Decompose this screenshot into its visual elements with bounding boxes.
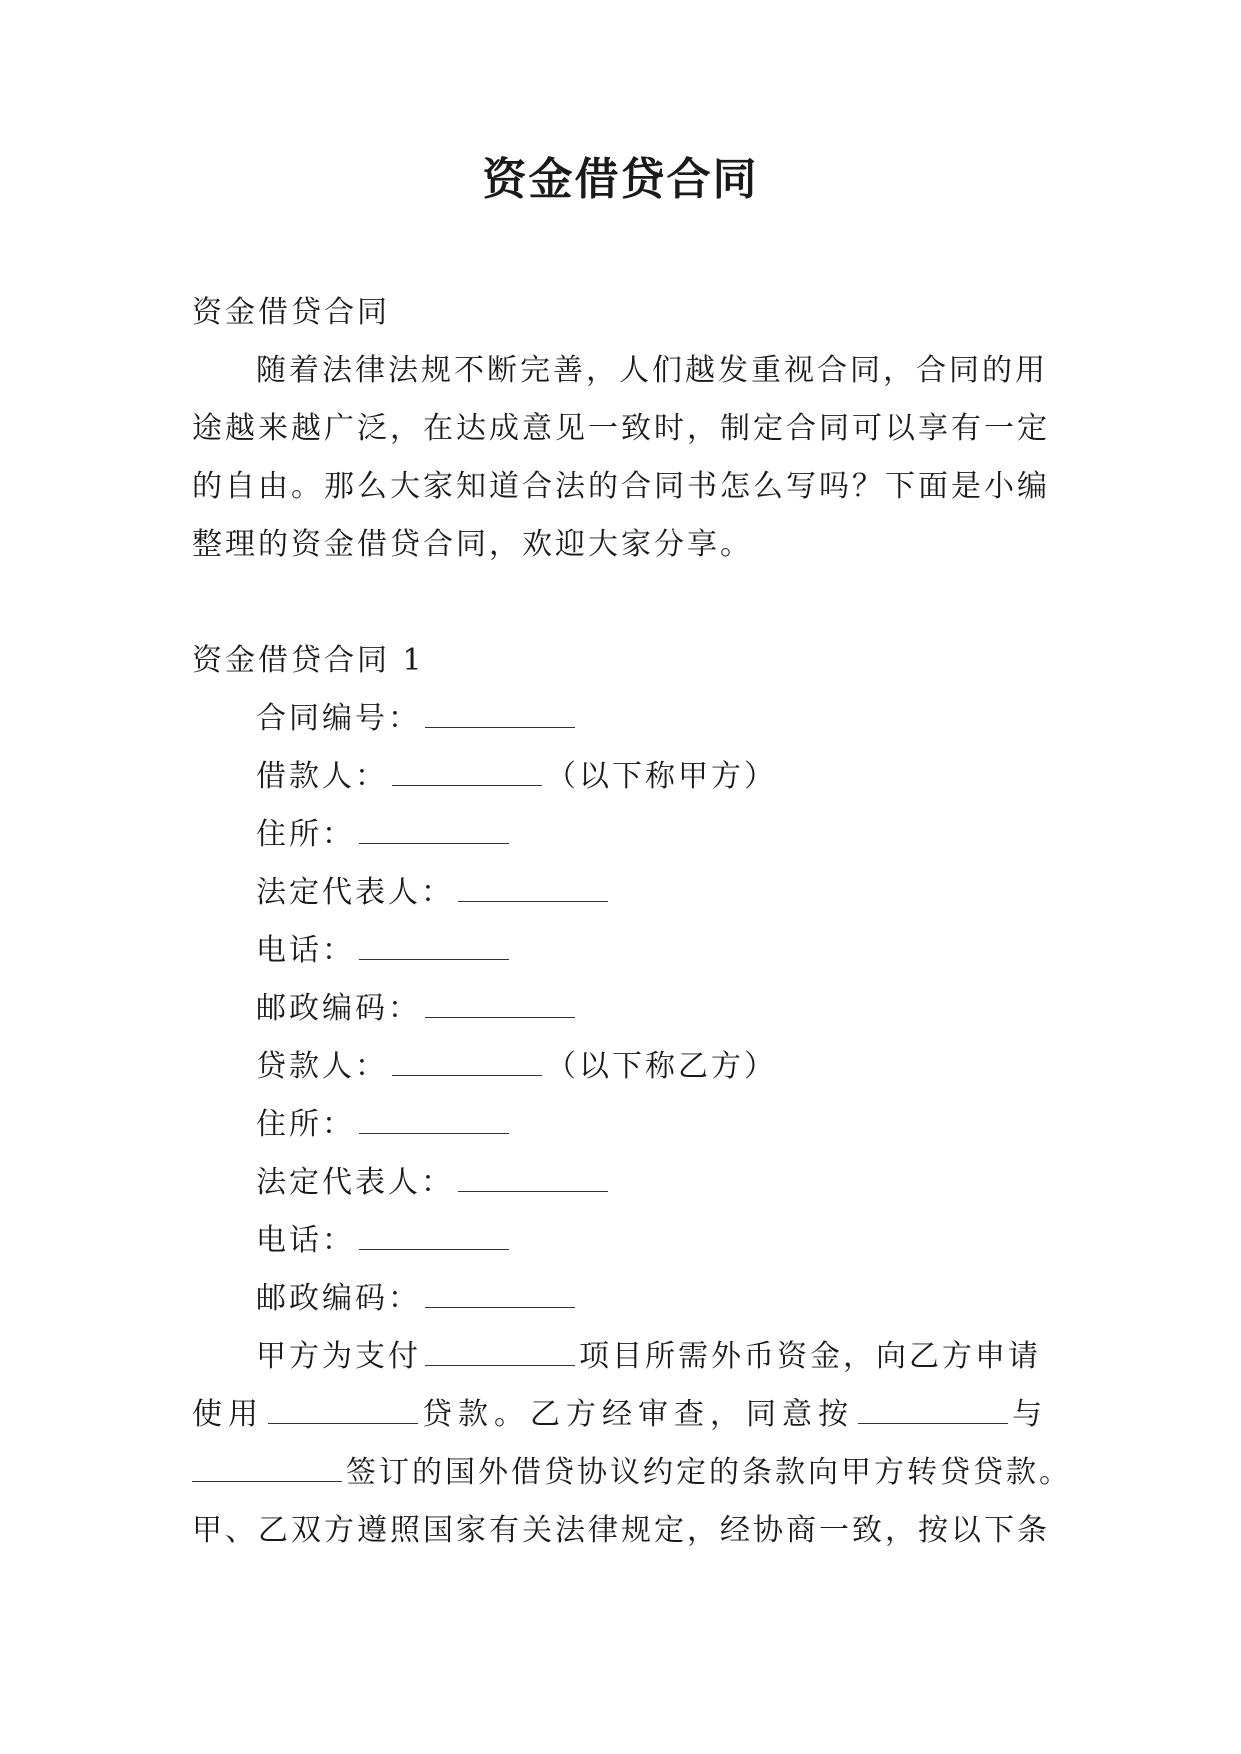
clause-line-1	[192, 1328, 1050, 1386]
intro-line-4: 整理的资金借贷合同，欢迎大家分享。	[192, 527, 753, 562]
field-label: 住所：	[256, 817, 355, 852]
document-body	[192, 284, 1072, 1560]
intro-line-2: 途越来越广泛，在达成意见一致时，制定合同可以享有一定	[192, 411, 1050, 446]
field-label: 电话：	[256, 1223, 355, 1258]
field-contract-no	[192, 690, 1050, 748]
field-label: 住所：	[256, 1107, 355, 1142]
field-borrower-phone	[192, 922, 1050, 980]
clause-text: 签订的国外借贷协议约定的条款向甲方转贷贷款。	[346, 1455, 1072, 1490]
paragraph-gap	[192, 574, 1050, 632]
field-label: 合同编号：	[256, 701, 421, 736]
clause-line-4: 甲、乙双方遵照国家有关法律规定，经协商一致，按以下条	[192, 1513, 1050, 1548]
clause-line-3	[192, 1444, 1072, 1502]
field-label: 邮政编码：	[256, 991, 421, 1026]
field-lender-postcode	[192, 1270, 1050, 1328]
blank-line	[458, 879, 608, 902]
field-label: 法定代表人：	[256, 1165, 454, 1200]
document-title: 资金借贷合同	[482, 154, 759, 205]
field-borrower	[192, 748, 1050, 806]
field-lender-phone	[192, 1212, 1050, 1270]
field-label: 法定代表人：	[256, 875, 454, 910]
blank-line	[392, 763, 542, 786]
clause-line-2	[192, 1386, 1050, 1444]
field-label: 邮政编码：	[256, 1281, 421, 1316]
field-lender	[192, 1038, 1050, 1096]
field-suffix: （以下称乙方）	[546, 1049, 777, 1084]
intro-line-3: 的自由。那么大家知道合法的合同书怎么写吗？下面是小编	[192, 469, 1050, 504]
blank-line	[425, 995, 575, 1018]
blank-line	[359, 937, 509, 960]
section-heading: 资金借贷合同 1	[192, 643, 425, 678]
document-subtitle: 资金借贷合同	[192, 295, 390, 330]
field-lender-rep	[192, 1154, 1050, 1212]
field-lender-address	[192, 1096, 1050, 1154]
blank-line	[192, 1459, 342, 1482]
intro-line-1: 随着法律法规不断完善，人们越发重视合同，合同的用	[256, 353, 1048, 388]
clause-text: 贷款。乙方经审查，同意按	[422, 1397, 854, 1432]
field-suffix: （以下称甲方）	[546, 759, 777, 794]
blank-line	[458, 1169, 608, 1192]
blank-line	[425, 1343, 575, 1366]
blank-line	[392, 1053, 542, 1076]
field-borrower-address	[192, 806, 1050, 864]
field-label: 电话：	[256, 933, 355, 968]
blank-line	[268, 1401, 418, 1424]
blank-line	[425, 1285, 575, 1308]
clause-text: 甲方为支付	[256, 1339, 421, 1374]
blank-line	[359, 1227, 509, 1250]
clause-text: 与	[1012, 1397, 1048, 1432]
clause-text: 项目所需外币资金，向乙方申请	[579, 1339, 1041, 1374]
blank-line	[359, 821, 509, 844]
field-label: 贷款人：	[256, 1049, 388, 1084]
field-borrower-rep	[192, 864, 1050, 922]
field-borrower-postcode	[192, 980, 1050, 1038]
field-label: 借款人：	[256, 759, 388, 794]
blank-line	[858, 1401, 1008, 1424]
clause-text: 使用	[192, 1397, 264, 1432]
blank-line	[425, 705, 575, 728]
blank-line	[359, 1111, 509, 1134]
